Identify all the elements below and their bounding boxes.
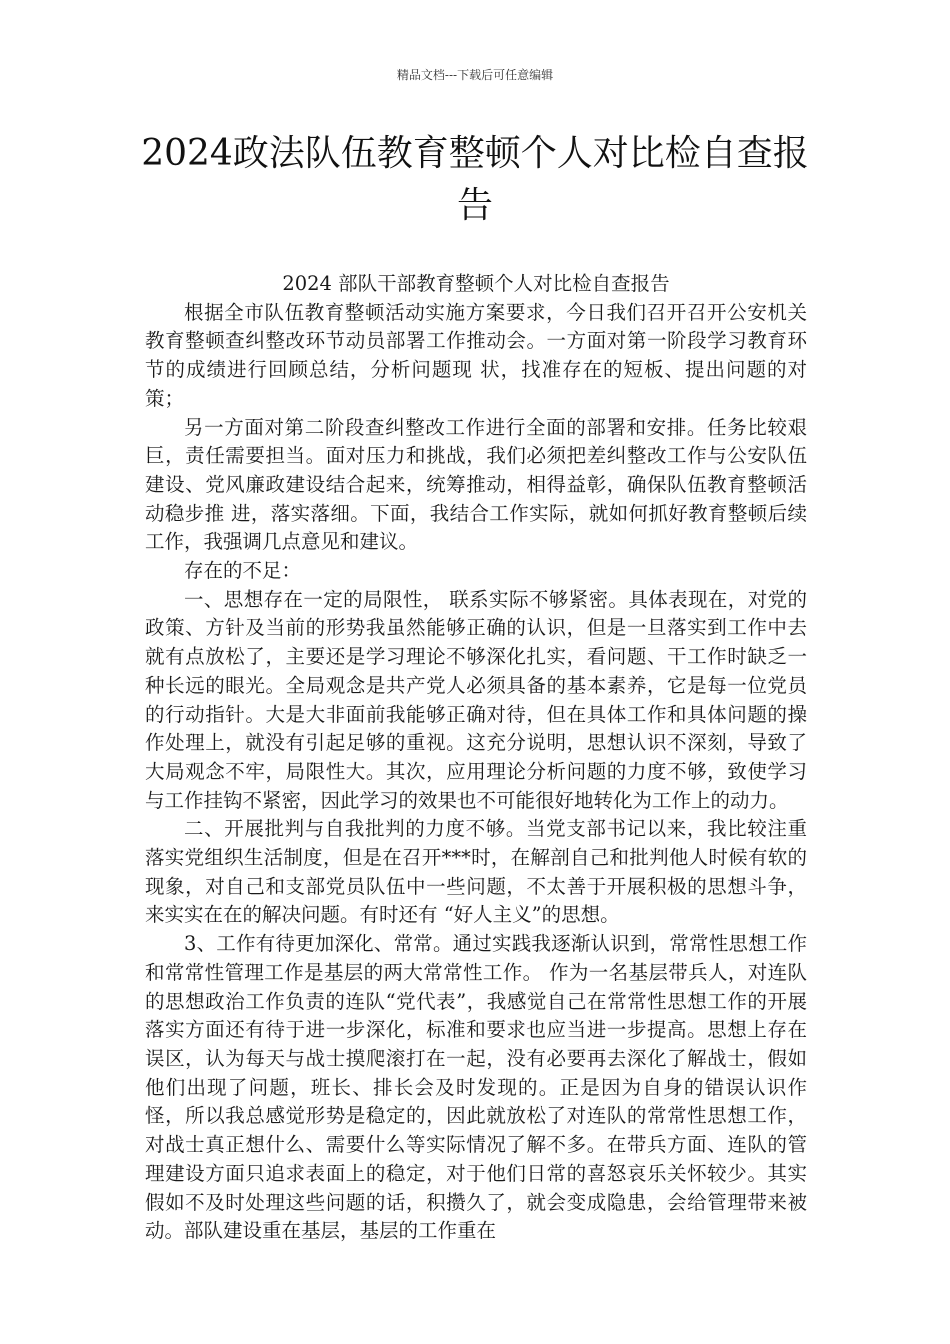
paragraph-point-one: 一、思想存在一定的局限性， 联系实际不够紧密。具体表现在，对党的政策、方针及当前的形势我虽然能够正确的认识，但是一旦落实到工作中去就有点放松了，主要还是学习理论不够深化扎实，看问题、干工作时缺乏一种长远的眼光。全局观念是共产党人必须具备的基本素养，它是每一位党员的行动指针。大是大非面前我能够正确对待，但在具体工作和具体问题的操作处理上，就没有引起足够的重视。这充分说明，思想认识不深刻，导致了大局观念不牢，局限性大。其次，应用理论分析问题的力度不够，致使学习与工作挂钩不紧密，因此学习的效果也不可能很好地转化为工作上的动力。 [145,587,807,812]
paragraph-point-three: 3、工作有待更加深化、常常。通过实践我逐渐认识到，常常性思想工作和常常性管理工作是基层的两大常常性工作。 作为一名基层带兵人，对连队的思想政治工作负责的连队“党代表”，我感觉自己在常常性思想工作的开展落实方面还有待于进一步深化，标准和要求也应当进一步提高。思想上存在误区，认为每天与战士摸爬滚打在一起，没有必要再去深化了解战士，假如他们出现了问题，班长、排长会及时发现的。正是因为自身的错误认识作怪，所以我总感觉形势是稳定的，因此就放松了对连队的常常性思想工作，对战士真正想什么、需要什么等实际情况了解不多。在带兵方面、连队的管理建设方面只追求表面上的稳定，对于他们日常的喜怒哀乐关怀较少。其实假如不及时处理这些问题的话，积攒久了，就会变成隐患，会给管理带来被动。部队建设重在基层，基层的工作重在 [145,932,807,1243]
header-note: 精品文档---下载后可任意编辑 [396,68,554,82]
paragraph-point-two: 二、开展批判与自我批判的力度不够。当党支部书记以来，我比较注重落实党组织生活制度，但是在召开***时，在解剖自己和批判他人时候有软的现象，对自己和支部党员队伍中一些问题，不太善于开展积极的思想斗争，来实实在在的解决问题。有时还有 “好人主义”的思想。 [145,817,807,927]
paragraph-second-phase: 另一方面对第二阶段查纠整改工作进行全面的部署和安排。任务比较艰巨，责任需要担当。面对压力和挑战，我们必须把差纠整改工作与公安队伍建设、党风廉政建设结合起来，统筹推动，相得益彰，确保队伍教育整顿活动稳步推 进，落实落细。下面，我结合工作实际，就如何抓好教育整顿后续工作，我强调几点意见和建议。 [145,415,807,554]
document-title: 2024政法队伍教育整顿个人对比检自查报告 [141,133,809,226]
document-body [145,270,807,1246]
document-subtitle: 2024 部队干部教育整顿个人对比检自查报告 [282,272,670,295]
paragraph-intro: 根据全市队伍教育整顿活动实施方案要求，今日我们召开召开公安机关教育整顿查纠整改环节动员部署工作推动会。一方面对第一阶段学习教育环节的成绩进行回顾总结，分析问题现 状，找准存在的短板、提出问题的对策； [145,300,807,410]
paragraph-shortcomings-heading: 存在的不足： [184,559,302,583]
